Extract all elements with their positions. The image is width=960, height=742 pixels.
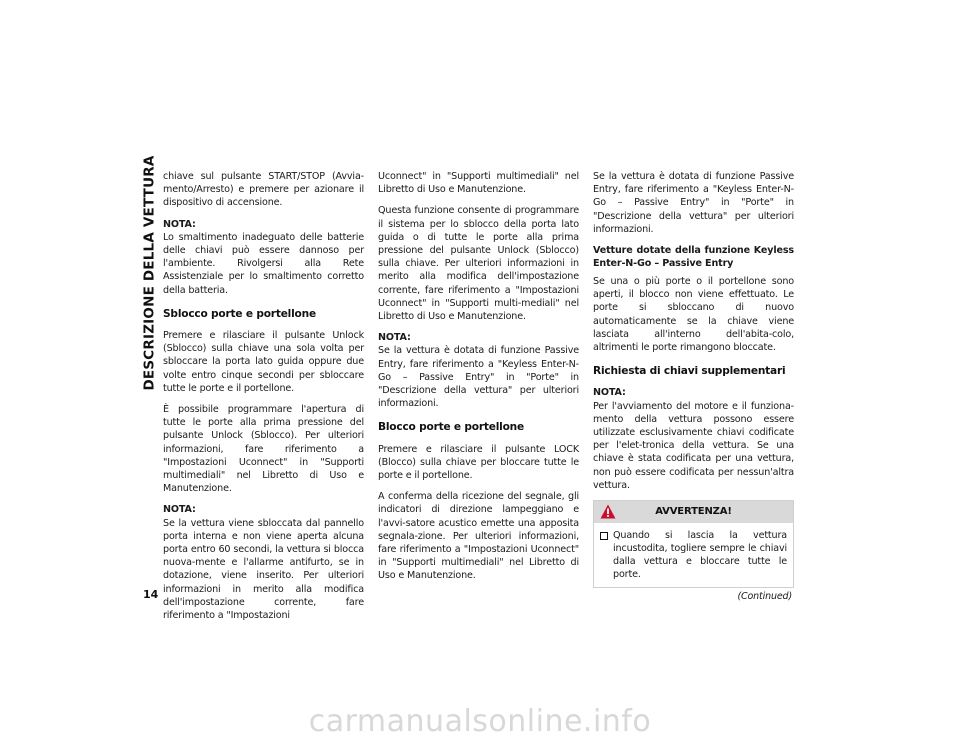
note-text: Lo smaltimento inadeguato delle batterie delle chiavi può essere dannoso per l'ambiente. Rivolgersi alla Rete Assistenziale per lo smaltimento corretto della batteria.	[163, 231, 364, 296]
section-side-title	[139, 155, 159, 390]
note-text: Per l'avviamento del motore e il funziona-mento della vettura possono essere utilizzate esclusivamente chiavi codificate per l'elet-tronica della vettura. Se una chiave è stata codificata per una vettura, non può essere codificata per nessun'altra vettura.	[593, 400, 794, 491]
continued-label: (Continued)	[737, 591, 792, 603]
note-label: NOTA:	[378, 332, 411, 344]
warning-item	[600, 529, 787, 581]
col1-note-1	[163, 218, 364, 297]
heading-unlock: Sblocco porte e portellone	[163, 307, 316, 320]
warning-box	[593, 500, 794, 588]
subheading-passive-entry: Vetture dotate della funzione Keyless Enter-N-Go – Passive Entry	[593, 245, 794, 270]
column-1	[163, 170, 364, 630]
column-2	[378, 170, 579, 591]
col3-paragraph-1: Se la vettura è dotata di funzione Passive Entry, fare riferimento a "Keyless Enter-N-Go – Passive Entry" in "Porte" in "Descrizione della vettura" per ulteriori informazioni.	[593, 171, 794, 235]
col2-note	[378, 331, 579, 410]
warning-header	[594, 501, 793, 523]
col2-paragraph-4: A conferma della ricezione del segnale, gli indicatori di direzione lampeggiano e l'avvi-satore acustico emette una apposita segnala-zione. Per ulteriori informazioni, fare riferimento a "Impostazioni Uconnect" in "Supporti multimediali" nel Libretto di Uso e Manutenzione.	[378, 491, 579, 582]
note-label: NOTA:	[163, 218, 196, 230]
col2-paragraph-2: Questa funzione consente di programmare il sistema per lo sblocco della porta lato guida o di tutte le porte alla prima pressione del pulsante Unlock (Sblocco) sulla chiave. Per ulteriori informazioni in merito alla modifica dell'impostazione corrente, fare riferimento a "Impostazioni Uconnect" in "Supporti multi-mediali" nel Libretto di Uso e Manutenzione.	[378, 205, 579, 323]
square-bullet-icon	[600, 532, 608, 540]
page-number: 14	[143, 588, 159, 601]
warning-triangle-icon	[600, 504, 616, 519]
col3-note	[593, 386, 794, 492]
note-text: Se la vettura è dotata di funzione Passive Entry, fare riferimento a "Keyless Enter-N-Go – Passive Entry" in "Porte" in "Descrizione della vettura" per ulteriori informazioni.	[378, 345, 579, 410]
note-label: NOTA:	[593, 387, 626, 399]
heading-lock: Blocco porte e portellone	[378, 421, 525, 434]
warning-item-text: Quando si lascia la vettura incustodita, togliere sempre le chiavi dalla vettura e bloccare tutte le porte.	[613, 530, 787, 581]
col1-paragraph-3: È possibile programmare l'apertura di tutte le porte alla prima pressione del pulsante Unlock (Sblocco). Per ulteriori informazioni, fare riferimento a "Impostazioni Uconnect" in "Supporti multimediali" nel Libretto di Uso e Manutenzione.	[163, 404, 364, 495]
col1-note-2	[163, 503, 364, 622]
note-text: Se la vettura viene sbloccata dal pannello porta interna e non viene aperta alcuna porta entro 60 secondi, la vettura si blocca nuova-mente e l'allarme antifurto, se in dotazione, viene inserito. Per ulteriori informazioni in merito alla modifica dell'impostazione corrente, fare riferimento a "Impostazioni	[163, 517, 364, 622]
col1-paragraph-1: chiave sul pulsante START/STOP (Avvia-mento/Arresto) e premere per azionare il dispositivo di accensione.	[163, 171, 364, 209]
col2-paragraph-3: Premere e rilasciare il pulsante LOCK (Blocco) sulla chiave per bloccare tutte le porte e il portellone.	[378, 443, 579, 482]
col1-paragraph-2: Premere e rilasciare il pulsante Unlock (Sblocco) sulla chiave una sola volta per sbloccare la porta lato guida oppure due volte entro cinque secondi per sbloccare tutte le porte e il portellone.	[163, 330, 364, 394]
section-side-title-text: DESCRIZIONE DELLA VETTURA	[141, 155, 157, 390]
column-3	[593, 170, 794, 603]
col2-paragraph-1: Uconnect" in "Supporti multimediali" nel Libretto di Uso e Manutenzione.	[378, 171, 579, 196]
col3-paragraph-2: Se una o più porte o il portellone sono aperti, il blocco non viene effettuato. Le porte si sbloccano di nuovo automaticamente se la chiave viene lasciata all'interno dell'abita-colo, altrimenti le porte rimangono bloccate.	[593, 276, 794, 354]
note-label: NOTA:	[163, 504, 196, 516]
warning-title: AVVERTENZA!	[655, 506, 732, 518]
watermark: carmanualsonline.info	[308, 704, 652, 739]
warning-body	[594, 523, 793, 587]
heading-extra-keys: Richiesta di chiavi supplementari	[593, 365, 786, 378]
